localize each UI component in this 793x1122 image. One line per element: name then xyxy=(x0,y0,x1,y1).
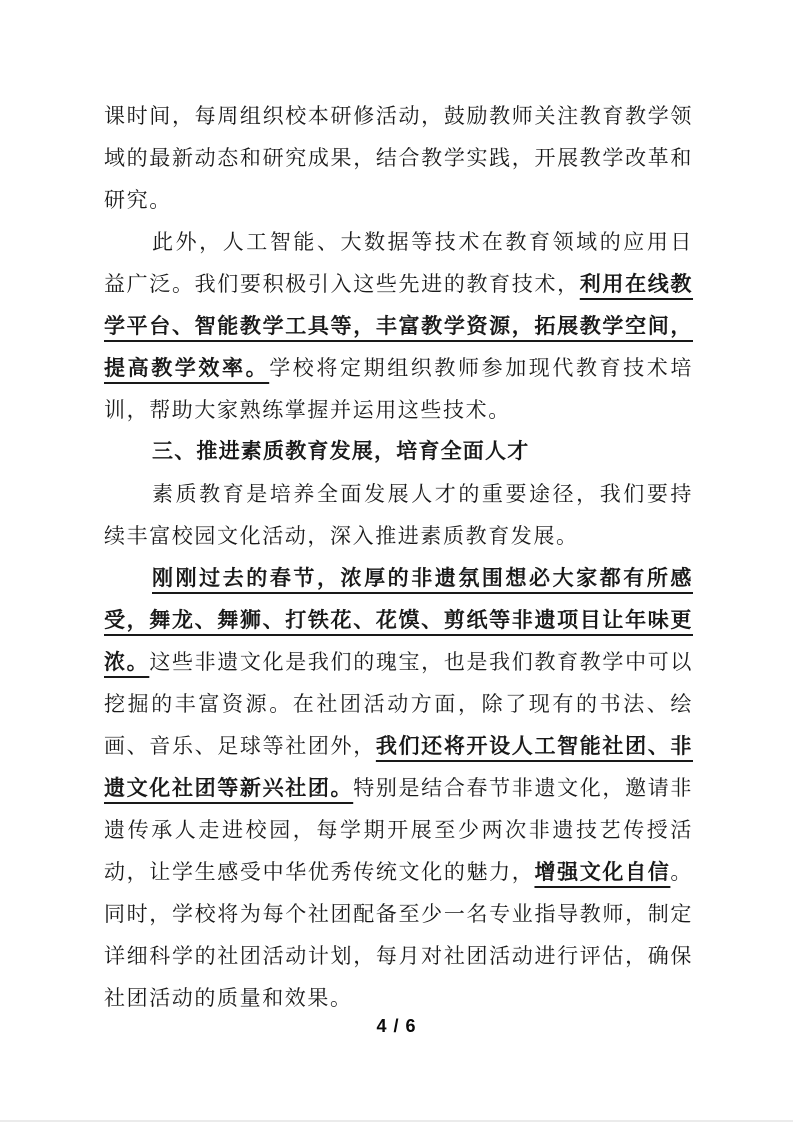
text-run: 这些非遗文化是我们的瑰宝，也是我们教育教学中可以挖掘的丰富资源。在社团活动方面，除了现有的书法、绘画、音乐、足球等社团外， xyxy=(104,650,693,758)
page-number: 4 / 6 xyxy=(376,1016,417,1036)
text-run: 我们还将开设人工智能社团、非遗文化社团等新兴社团。 xyxy=(104,734,693,800)
text-run: 增强文化自信 xyxy=(534,860,671,884)
text-run: 特别是结合春节非遗文化，邀请非遗传承人走进校园，每学期开展至少两次非遗技艺传授活动，让学生感受中华优秀传统文化的魅力， xyxy=(104,776,693,884)
document-body xyxy=(104,95,693,1019)
text-run: 三、推进素质教育发展，培育全面人才 xyxy=(152,440,530,463)
text-run: 利用在线教学平台、智能教学工具等，丰富教学资源，拓展教学空间，提高教学效率。 xyxy=(104,272,694,380)
paragraph-quality-education xyxy=(104,473,693,557)
text-run: 素质教育是培养全面发展人才的重要途径，我们要持续丰富校园文化活动，深入推进素质教育发展。 xyxy=(104,482,693,548)
text-run: 此外，人工智能、大数据等技术在教育领域的应用日益广泛。我们要积极引入这些先进的教育技术， xyxy=(104,230,693,296)
section-heading xyxy=(104,431,693,473)
text-run: 课时间，每周组织校本研修活动，鼓励教师关注教育教学领域的最新动态和研究成果，结合教学实践，开展教学改革和研究。 xyxy=(104,104,693,212)
paragraph-technology xyxy=(104,221,693,431)
text-run: 刚刚过去的春节，浓厚的非遗氛围想必大家都有所感受，舞龙、舞狮、打铁花、花馍、剪纸等非遗项目让年味更浓。 xyxy=(104,566,693,674)
text-run: 。同时，学校将为每个社团配备至少一名专业指导教师，制定详细科学的社团活动计划，每月对社团活动进行评估，确保社团活动的质量和效果。 xyxy=(104,860,693,1010)
paragraph-heritage xyxy=(104,557,693,1019)
text-run: 学校将定期组织教师参加现代教育技术培训，帮助大家熟练掌握并运用这些技术。 xyxy=(104,356,693,422)
paragraph-continuation xyxy=(104,95,693,221)
